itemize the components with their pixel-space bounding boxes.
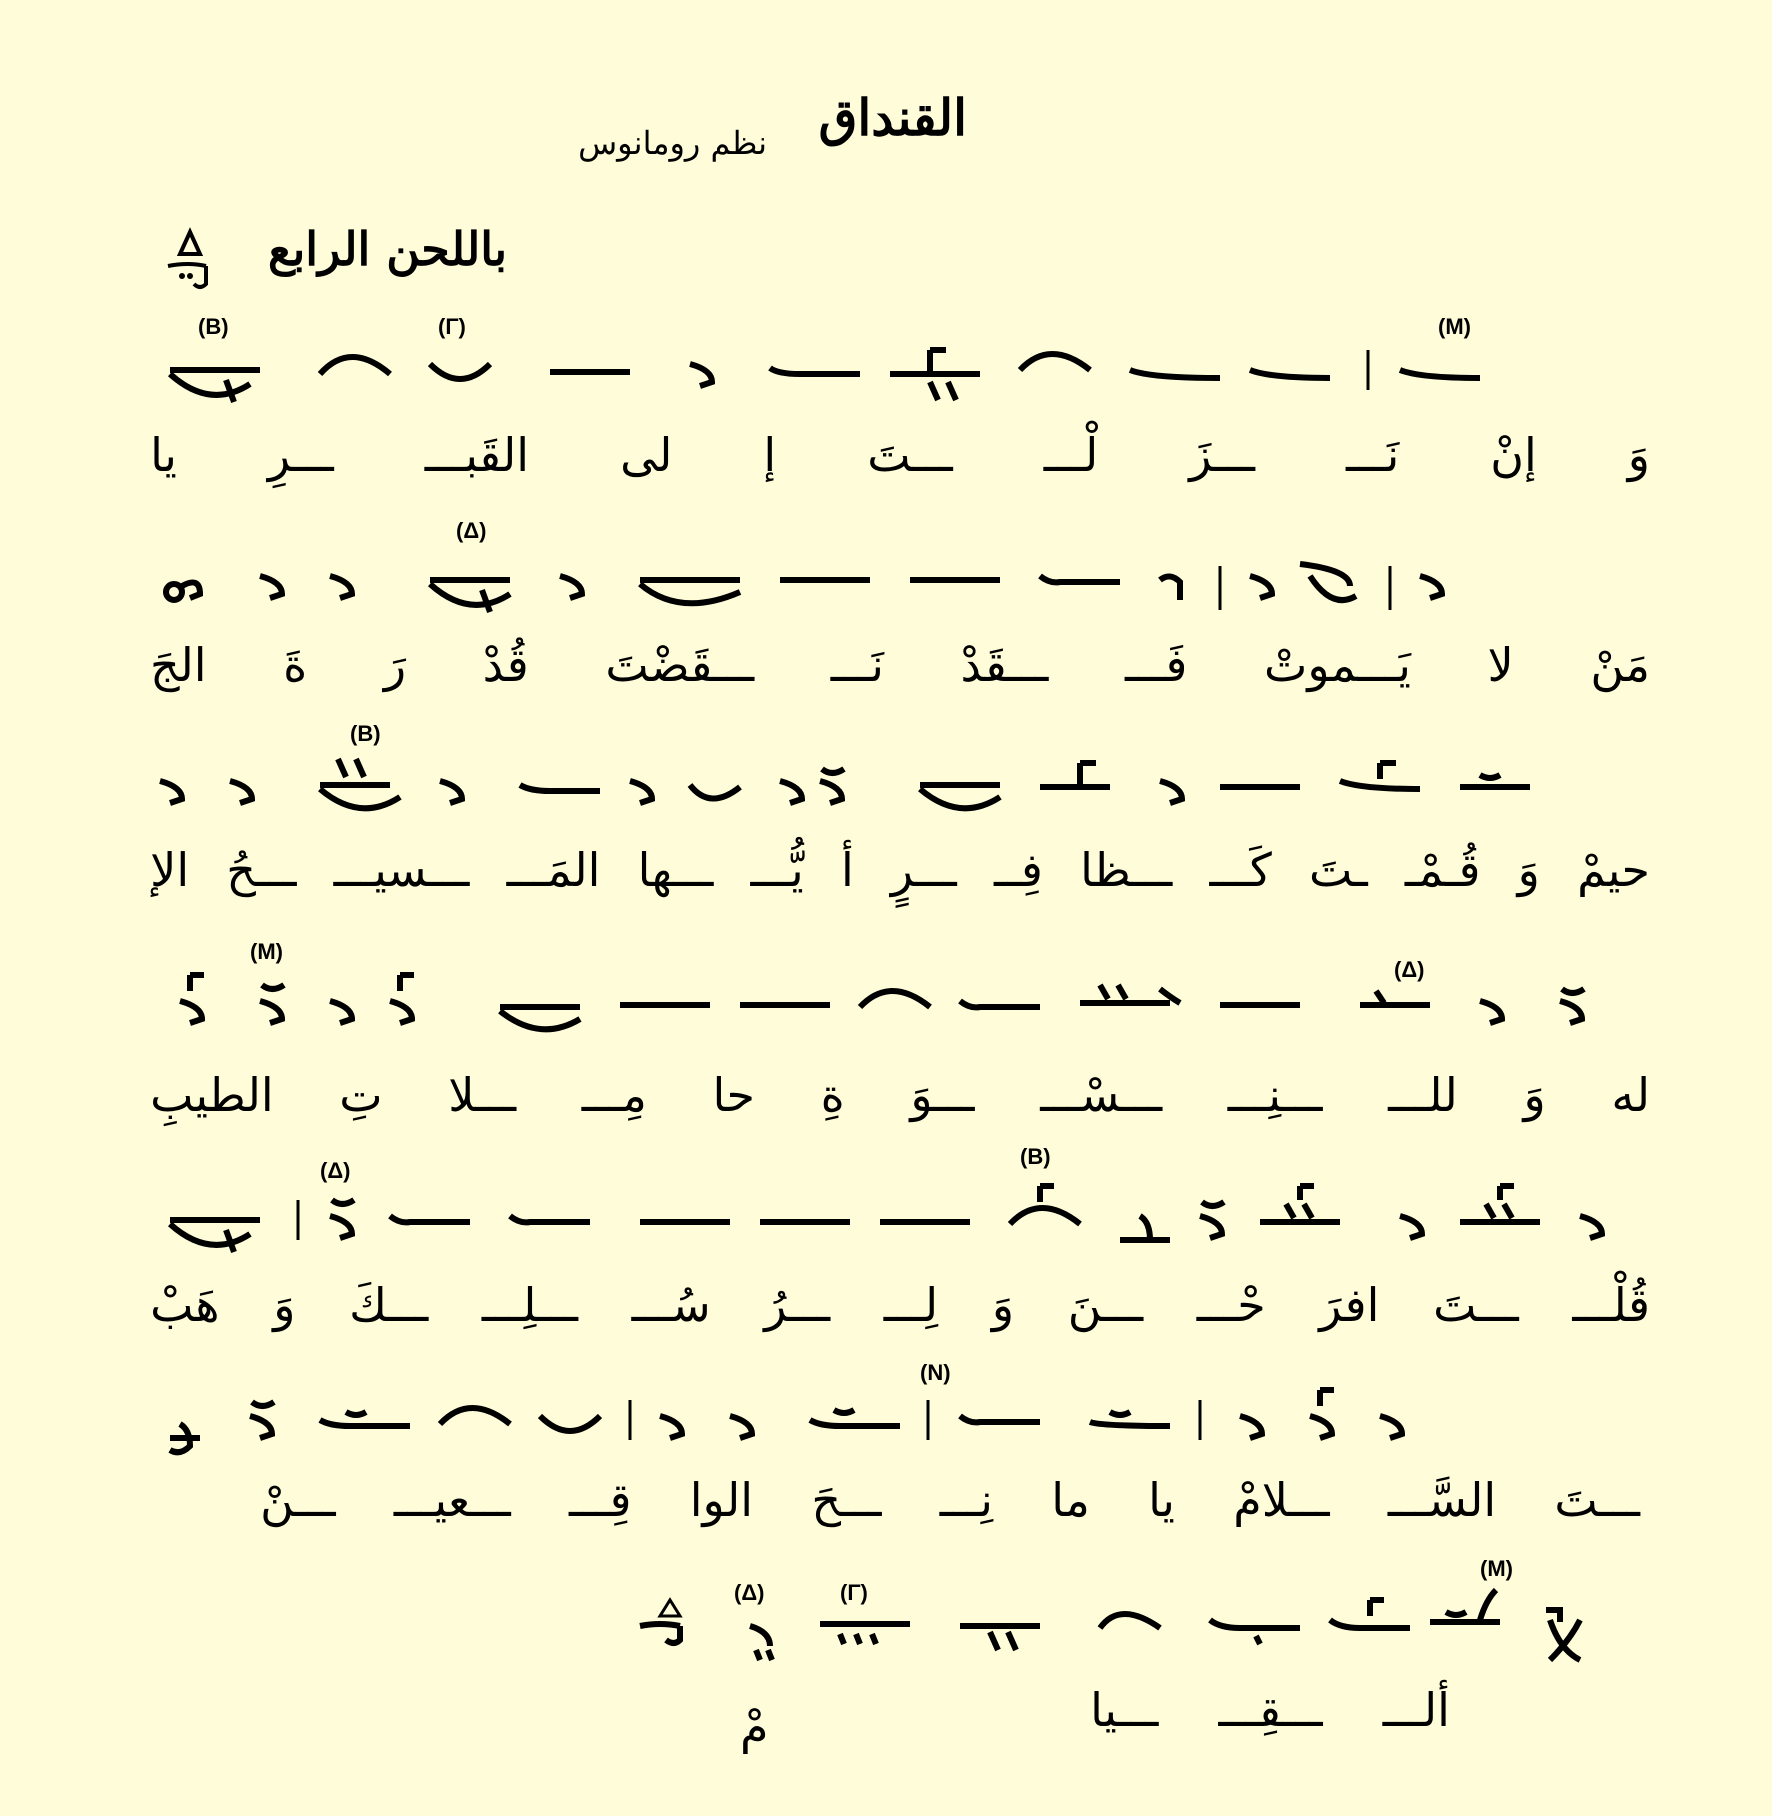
neume-row-2 xyxy=(160,520,1640,630)
syllable: فِــ xyxy=(993,843,1043,897)
syllable: ـــقَضْتَ xyxy=(605,638,755,692)
neume-marker: (B) xyxy=(198,314,229,339)
syllable: ـــحُ xyxy=(226,843,297,897)
neume-row-7 xyxy=(160,1556,1640,1670)
syllable: حيمْ xyxy=(1577,843,1650,897)
syllable: فَـــ xyxy=(1125,638,1188,692)
syllable: ـــظا xyxy=(1080,843,1173,897)
syllable: وَ xyxy=(273,1278,296,1332)
page-title: القنداق xyxy=(818,88,967,147)
syllable: ـــتَ xyxy=(1433,1278,1519,1332)
syllable: له xyxy=(1611,1068,1650,1122)
syllable: ةِ xyxy=(820,1068,845,1122)
syllable: مِـــ xyxy=(581,1068,647,1122)
neume-marker: (N) xyxy=(920,1360,951,1385)
syllable: ـــرٍ xyxy=(890,843,957,897)
syllable: إ xyxy=(763,428,777,482)
syllable: يا xyxy=(150,428,177,482)
syllable: يا xyxy=(1148,1473,1175,1527)
syllable: حا xyxy=(712,1068,755,1122)
syllable: ـــيا xyxy=(1090,1683,1159,1737)
neume-row-1 xyxy=(160,310,1640,420)
syllable: قُـمْـ xyxy=(1404,843,1481,897)
neume-staff-5 xyxy=(160,1144,1640,1270)
neume-staff-2 xyxy=(160,520,1640,630)
mode-label: باللحن الرابع xyxy=(268,222,508,276)
lyric-row-4 xyxy=(150,1060,1650,1130)
syllable: لِـــ xyxy=(883,1278,939,1332)
neume-marker: (B) xyxy=(1020,1144,1051,1169)
neume-staff-1 xyxy=(160,310,1640,420)
syllable: ـــحَ xyxy=(811,1473,882,1527)
syllable: الجَ xyxy=(150,638,207,692)
syllable: الوا xyxy=(689,1473,754,1527)
syllable: ـــوَ xyxy=(910,1068,975,1122)
syllable: تِ xyxy=(339,1068,383,1122)
syllable: كَـــ xyxy=(1209,843,1272,897)
lyric-row-1 xyxy=(150,420,1650,490)
mode-martyria-delta-icon xyxy=(160,226,220,290)
neume-row-4 xyxy=(160,939,1640,1055)
syllable: قُلْـــ xyxy=(1572,1278,1650,1332)
syllable: لى xyxy=(620,428,673,482)
syllable: نَـــ xyxy=(1346,428,1400,482)
syllable: رَ xyxy=(383,638,407,692)
syllable: يَـــموتْ xyxy=(1264,638,1411,692)
syllable: ـــرُ xyxy=(764,1278,831,1332)
neume-row-5 xyxy=(160,1144,1640,1270)
syllable: ـــتَ xyxy=(867,428,953,482)
syllable: ـــها xyxy=(637,843,714,897)
neume-staff-7 xyxy=(160,1556,1640,1670)
syllable: للـــ xyxy=(1388,1068,1458,1122)
syllable: الإ xyxy=(150,843,190,897)
neume-marker: (M) xyxy=(1438,314,1471,339)
syllable: ـــقِـــ xyxy=(1218,1683,1323,1737)
syllable: أ xyxy=(840,843,854,897)
syllable: قِـــ xyxy=(569,1473,632,1527)
lyric-row-6 xyxy=(260,1465,1640,1535)
neume-staff-6 xyxy=(160,1360,1640,1470)
neume-marker: (Γ) xyxy=(840,1580,868,1605)
syllable: ـــنَ xyxy=(1067,1278,1144,1332)
neume-staff-4 xyxy=(160,939,1640,1055)
syllable: ـــلا xyxy=(448,1068,517,1122)
mode-line xyxy=(160,222,560,302)
syllable: لْـــ xyxy=(1043,428,1099,482)
syllable: ألـــ xyxy=(1382,1683,1450,1737)
final-syllable: مْ xyxy=(740,1700,769,1754)
neume-marker: (Δ) xyxy=(320,1158,351,1183)
neume-marker: (Δ) xyxy=(456,518,487,543)
lyric-row-2 xyxy=(150,630,1650,700)
syllable: ـــكَ xyxy=(349,1278,429,1332)
syllable: هَبْ xyxy=(150,1278,220,1332)
syllable: نَـــ xyxy=(830,638,884,692)
syllable: سُـــ xyxy=(631,1278,711,1332)
neume-marker: (B) xyxy=(350,721,381,746)
neume-marker: (Δ) xyxy=(734,1580,765,1605)
syllable: يُّـــ xyxy=(750,843,804,897)
syllable: ـــرِ xyxy=(267,428,334,482)
syllable: قُدْ xyxy=(482,638,529,692)
syllable: لا xyxy=(1487,638,1514,692)
syllable: ـــنِـــ xyxy=(1227,1068,1323,1122)
syllable: ـــلامْ xyxy=(1233,1473,1330,1527)
syllable: ـــزَ xyxy=(1189,428,1256,482)
syllable: وَ xyxy=(1523,1068,1546,1122)
syllable: ـــلِـــ xyxy=(481,1278,579,1332)
syllable: وَ xyxy=(991,1278,1015,1332)
syllable: ـــسيـــ xyxy=(333,843,470,897)
page-subtitle: نظم رومانوس xyxy=(578,124,767,162)
syllable: حْـــ xyxy=(1196,1278,1266,1332)
syllable: ـــتَ xyxy=(1554,1473,1640,1527)
syllable: ـــعيـــ xyxy=(393,1473,511,1527)
syllable: ـتَ xyxy=(1309,843,1368,897)
neume-marker: (M) xyxy=(1480,1556,1513,1581)
syllable: إنْ xyxy=(1490,428,1537,482)
neume-marker: (Δ) xyxy=(1394,957,1425,982)
syllable: الطيبِ xyxy=(150,1068,274,1122)
syllable: القَبـــ xyxy=(424,428,530,482)
header xyxy=(0,88,1772,178)
syllable: السَّـــ xyxy=(1387,1473,1497,1527)
syllable: افرَ xyxy=(1319,1278,1380,1332)
neume-row-6 xyxy=(160,1360,1640,1470)
syllable: مَنْ xyxy=(1590,638,1650,692)
syllable: ـــسْـــ xyxy=(1040,1068,1163,1122)
neume-marker: (M) xyxy=(250,939,283,964)
syllable: ما xyxy=(1051,1473,1090,1527)
neume-staff-3 xyxy=(160,721,1640,835)
neume-marker: (Γ) xyxy=(438,314,466,339)
syllable: ـــنْ xyxy=(260,1473,336,1527)
neume-row-3 xyxy=(160,721,1640,835)
lyric-row-3 xyxy=(150,835,1650,905)
lyric-row-5 xyxy=(150,1270,1650,1340)
syllable: ةَ xyxy=(283,638,308,692)
syllable: المَـــ xyxy=(506,843,601,897)
syllable: نِـــ xyxy=(939,1473,993,1527)
syllable: وَ xyxy=(1517,843,1540,897)
syllable: ـــقَدْ xyxy=(960,638,1049,692)
syllable: وَ xyxy=(1627,428,1650,482)
lyric-row-7 xyxy=(1060,1675,1480,1745)
